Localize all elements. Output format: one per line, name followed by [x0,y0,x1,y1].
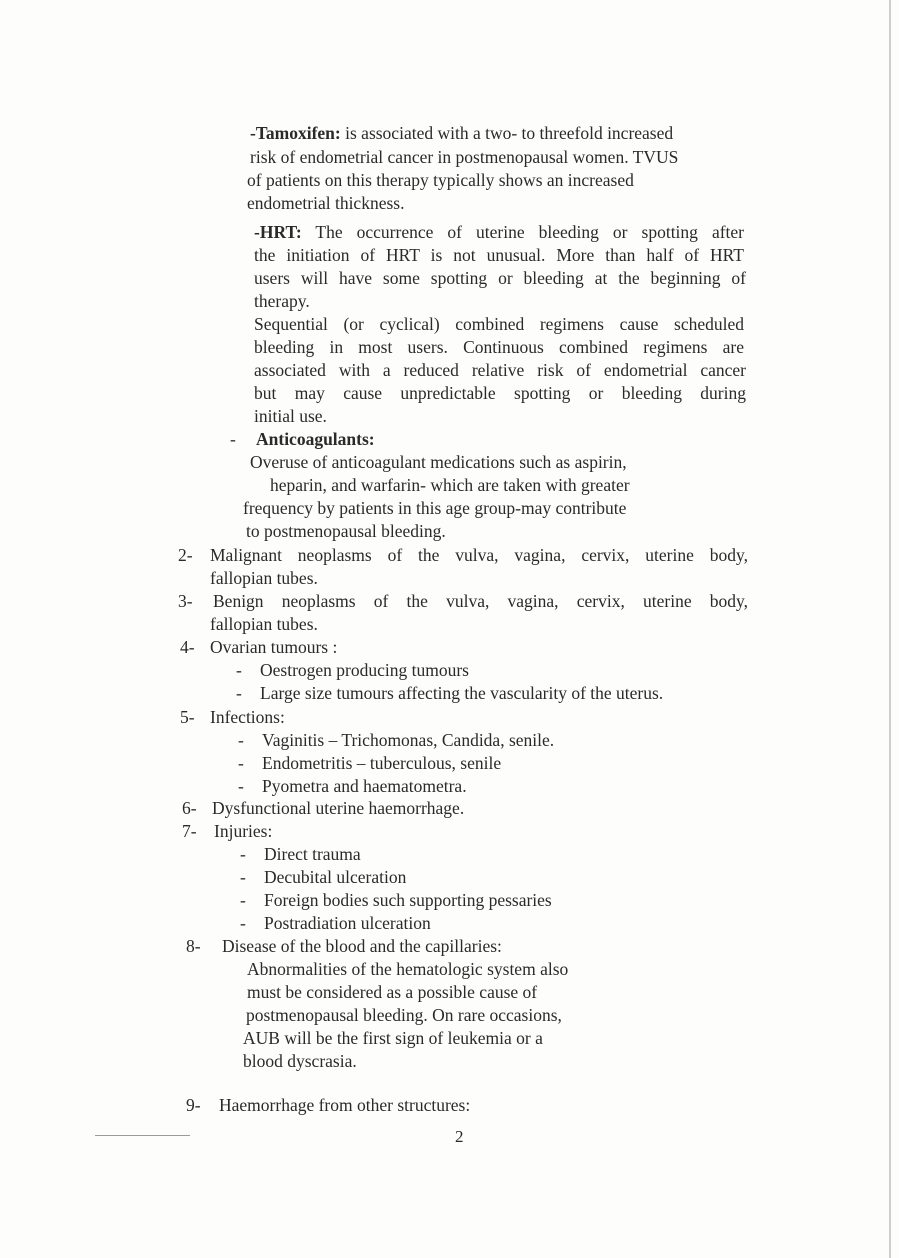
hrt-p2-line-1: Sequential (or cyclical) combined regimens cause scheduled [254,314,744,334]
tamoxifen-line-3: of patients on this therapy typically shows an increased [247,170,634,190]
item-7-sub-3: Foreign bodies such supporting pessaries [264,890,552,910]
hrt-p2-line-4: but may cause unpredictable spotting or bleeding during [254,383,746,403]
hrt-line-3: users will have some spotting or bleeding at the beginning of [254,268,746,288]
item-7-title: Injuries: [214,821,273,841]
item-6-title: Dysfunctional uterine haemorrhage. [212,798,465,818]
item-2-line-2: fallopian tubes. [210,568,318,588]
item-5-sub-2: Endometritis – tuberculous, senile [262,753,502,773]
item-4-sub-1: Oestrogen producing tumours [260,660,469,680]
scan-edge [889,0,891,1258]
item-6-number: 6- [182,798,197,818]
item-9-number: 9- [186,1095,201,1115]
hrt-p2-line-3: associated with a reduced relative risk of endometrial cancer [254,360,746,380]
anticoagulants-line-3: frequency by patients in this age group-may contribute [243,498,627,518]
item-4-number: 4- [180,637,195,657]
item-7-sub-4-dash: - [240,913,246,933]
hrt-line-4: therapy. [254,291,310,311]
item-5-sub-1: Vaginitis – Trichomonas, Candida, senile. [262,730,555,750]
hrt-p2-line-5: initial use. [254,406,327,426]
tamoxifen-line-1 [250,122,673,145]
item-8-line-2: must be considered as a possible cause of [247,982,538,1002]
item-5-sub-3: Pyometra and haematometra. [262,776,467,796]
item-4-sub-2: Large size tumours affecting the vascularity of the uterus. [260,683,664,703]
anticoagulants-line-4: to postmenopausal bleeding. [246,521,446,541]
item-8-title: Disease of the blood and the capillaries: [222,936,502,956]
hrt-heading: -HRT: [254,222,302,242]
anticoagulants-line-1: Overuse of anticoagulant medications such as aspirin, [250,452,627,472]
anticoagulants-heading: Anticoagulants: [256,429,375,449]
page-number: 2 [455,1127,464,1146]
item-8-line-5: blood dyscrasia. [243,1051,357,1071]
anticoagulants-dash: - [230,429,236,449]
item-5-number: 5- [180,707,195,727]
item-3-number: 3- [178,591,193,611]
scan-mark [95,1135,190,1136]
item-7-sub-4: Postradiation ulceration [264,913,431,933]
item-5-sub-2-dash: - [238,753,244,773]
item-7-sub-2: Decubital ulceration [264,867,407,887]
tamoxifen-heading: -Tamoxifen: [250,123,341,143]
item-4-sub-2-dash: - [236,683,242,703]
item-4-sub-1-dash: - [236,660,242,680]
item-7-number: 7- [182,821,197,841]
item-9-title: Haemorrhage from other structures: [219,1095,471,1115]
item-4-title: Ovarian tumours : [210,637,338,657]
anticoagulants-line-2: heparin, and warfarin- which are taken with greater [270,475,630,495]
item-8-line-4: AUB will be the first sign of leukemia or a [243,1028,543,1048]
hrt-line-1 [254,221,744,244]
tamoxifen-line-4: endometrial thickness. [247,193,405,213]
item-5-title: Infections: [210,707,285,727]
item-2-line-1: Malignant neoplasms of the vulva, vagina, cervix, uterine body, [210,545,748,565]
item-8-line-3: postmenopausal bleeding. On rare occasions, [246,1005,562,1025]
item-2-number: 2- [178,545,193,565]
item-7-sub-3-dash: - [240,890,246,910]
item-8-line-1: Abnormalities of the hematologic system also [247,959,569,979]
hrt-p2-line-2: bleeding in most users. Continuous combined regimens are [254,337,744,357]
item-7-sub-1: Direct trauma [264,844,361,864]
item-3-line-1: Benign neoplasms of the vulva, vagina, cervix, uterine body, [213,591,748,611]
item-7-sub-1-dash: - [240,844,246,864]
item-7-sub-2-dash: - [240,867,246,887]
tamoxifen-line-2: risk of endometrial cancer in postmenopausal women. TVUS [250,147,679,167]
item-8-number: 8- [186,936,201,956]
hrt-text: The occurrence of uterine bleeding or spotting after [315,222,744,242]
item-3-line-2: fallopian tubes. [210,614,318,634]
tamoxifen-text: is associated with a two- to threefold increased [345,123,674,143]
item-5-sub-1-dash: - [238,730,244,750]
item-5-sub-3-dash: - [238,776,244,796]
hrt-line-2: the initiation of HRT is not unusual. More than half of HRT [254,245,744,265]
